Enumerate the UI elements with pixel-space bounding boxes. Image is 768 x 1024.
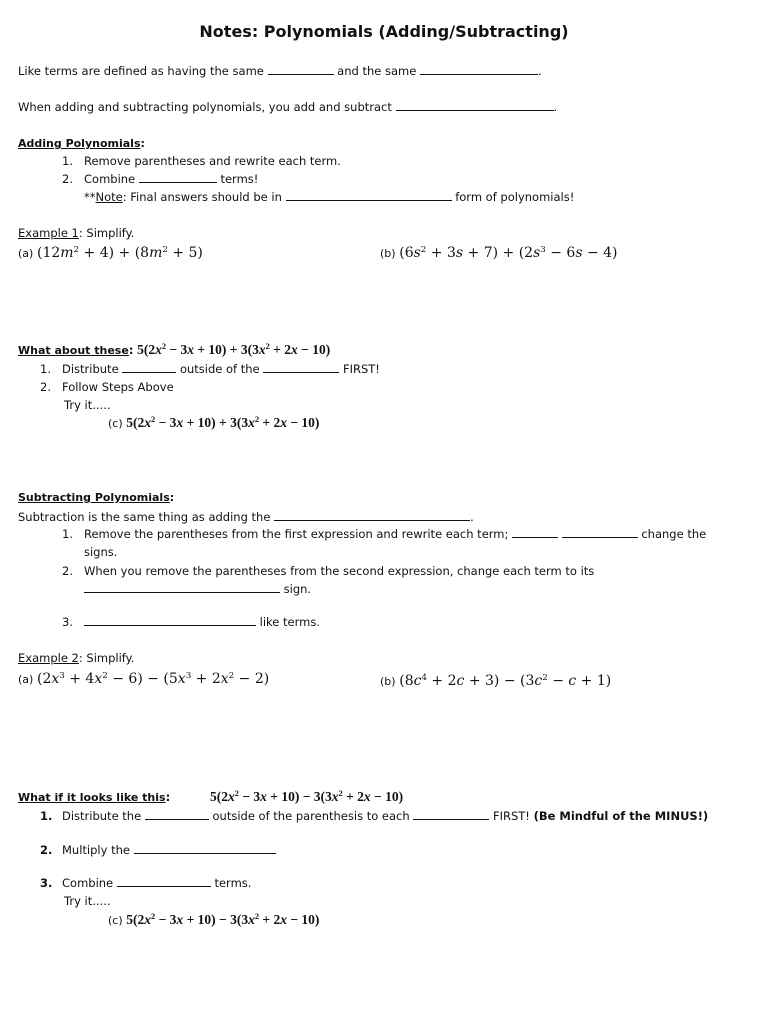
- what-about-step-2: 2. Follow Steps Above: [40, 380, 174, 394]
- answer-blank[interactable]: [512, 527, 558, 538]
- page-title: Notes: Polynomials (Adding/Subtracting): [199, 22, 569, 41]
- math-expression: $5(2x^2 - 3x + 10) - 3(3x^2 + 2x - 10)$: [126, 912, 320, 927]
- what-about-step-1: 1. Distribute outside of the FIRST!: [40, 362, 380, 376]
- math-expression: $5(2x^2 - 3x + 10) + 3(3x^2 + 2x - 10)$: [137, 342, 331, 357]
- answer-blank[interactable]: [420, 64, 538, 75]
- adding-step-2: 2. Combine terms!: [62, 172, 259, 186]
- math-expression: $(2x^3 + 4x^2 - 6) - (5x^3 + 2x^2 - 2)$: [36, 671, 270, 687]
- answer-blank[interactable]: [268, 64, 334, 75]
- example-2-label: Example 2: Simplify.: [18, 651, 135, 665]
- answer-blank[interactable]: [286, 190, 452, 201]
- answer-blank[interactable]: [139, 172, 217, 183]
- example-1a: (a) $(12m^2 + 4) + (8m^2 + 5)$: [18, 245, 203, 261]
- example-2b: (b) $(8c^4 + 2c + 3) - (3c^2 - c + 1)$: [380, 673, 612, 689]
- try-it-label: Try it.....: [64, 894, 111, 908]
- add-subtract-rule: When adding and subtracting polynomials, you add and subtract .: [18, 100, 558, 114]
- subtracting-step-2-cont: sign.: [84, 582, 311, 596]
- example-c-subtract: (c) $5(2x^2 - 3x + 10) - 3(3x^2 + 2x - 10)$: [108, 912, 320, 927]
- subtracting-step-1-cont: signs.: [84, 545, 118, 559]
- subtracting-step-2: 2. When you remove the parentheses from the second expression, change each term to its: [62, 564, 595, 578]
- math-expression: $(6s^2 + 3s + 7) + (2s^3 - 6s - 4)$: [399, 245, 618, 261]
- math-expression: $5(2x^2 - 3x + 10) + 3(3x^2 + 2x - 10)$: [126, 415, 320, 430]
- subtraction-definition: Subtraction is the same thing as adding the .: [18, 510, 474, 524]
- answer-blank[interactable]: [396, 100, 554, 111]
- answer-blank[interactable]: [263, 362, 339, 373]
- math-expression: $(8c^4 + 2c + 3) - (3c^2 - c + 1)$: [399, 673, 612, 689]
- answer-blank[interactable]: [145, 809, 209, 820]
- example-1-label: Example 1: Simplify.: [18, 226, 135, 240]
- what-about-these-heading: What about these: $5(2x^2 - 3x + 10) + 3(3x^2 + 2x - 10)$: [18, 342, 331, 357]
- subtracting-step-1: 1. Remove the parentheses from the first expression and rewrite each term; change the: [62, 527, 707, 541]
- what-if-step-2: 2. Multiply the: [40, 843, 276, 857]
- subtracting-polynomials-heading: Subtracting Polynomials:: [18, 491, 175, 504]
- try-it-label: Try it.....: [64, 398, 111, 412]
- adding-polynomials-heading: Adding Polynomials:: [18, 137, 145, 150]
- what-if-expression: [210, 788, 403, 806]
- example-c-add: (c) $5(2x^2 - 3x + 10) + 3(3x^2 + 2x - 10)$: [108, 415, 320, 430]
- subtracting-step-3: 3. like terms.: [62, 615, 320, 629]
- adding-step-1: 1. Remove parentheses and rewrite each term.: [62, 154, 341, 168]
- answer-blank[interactable]: [84, 582, 280, 593]
- what-if-step-1: 1. Distribute the outside of the parenthesis to each FIRST! (Be Mindful of the MINUS!): [40, 809, 709, 823]
- answer-blank[interactable]: [134, 843, 276, 854]
- example-1b: (b) $(6s^2 + 3s + 7) + (2s^3 - 6s - 4)$: [380, 245, 618, 261]
- like-terms-definition: Like terms are defined as having the same and the same .: [18, 64, 542, 78]
- answer-blank[interactable]: [117, 876, 211, 887]
- answer-blank[interactable]: [122, 362, 176, 373]
- what-if-heading: What if it looks like this:: [18, 790, 171, 804]
- example-2a: (a) $(2x^3 + 4x^2 - 6) - (5x^3 + 2x^2 - 2)$: [18, 671, 270, 687]
- answer-blank[interactable]: [274, 510, 470, 521]
- what-if-step-3: 3. Combine terms.: [40, 876, 252, 890]
- answer-blank[interactable]: [413, 809, 489, 820]
- math-expression: $5(2x^2 - 3x + 10) - 3(3x^2 + 2x - 10)$: [210, 789, 404, 804]
- math-expression: $(12m^2 + 4) + (8m^2 + 5)$: [36, 245, 203, 261]
- answer-blank[interactable]: [84, 615, 256, 626]
- answer-blank[interactable]: [562, 527, 638, 538]
- adding-note: **Note: Final answers should be in form of polynomials!: [84, 190, 575, 204]
